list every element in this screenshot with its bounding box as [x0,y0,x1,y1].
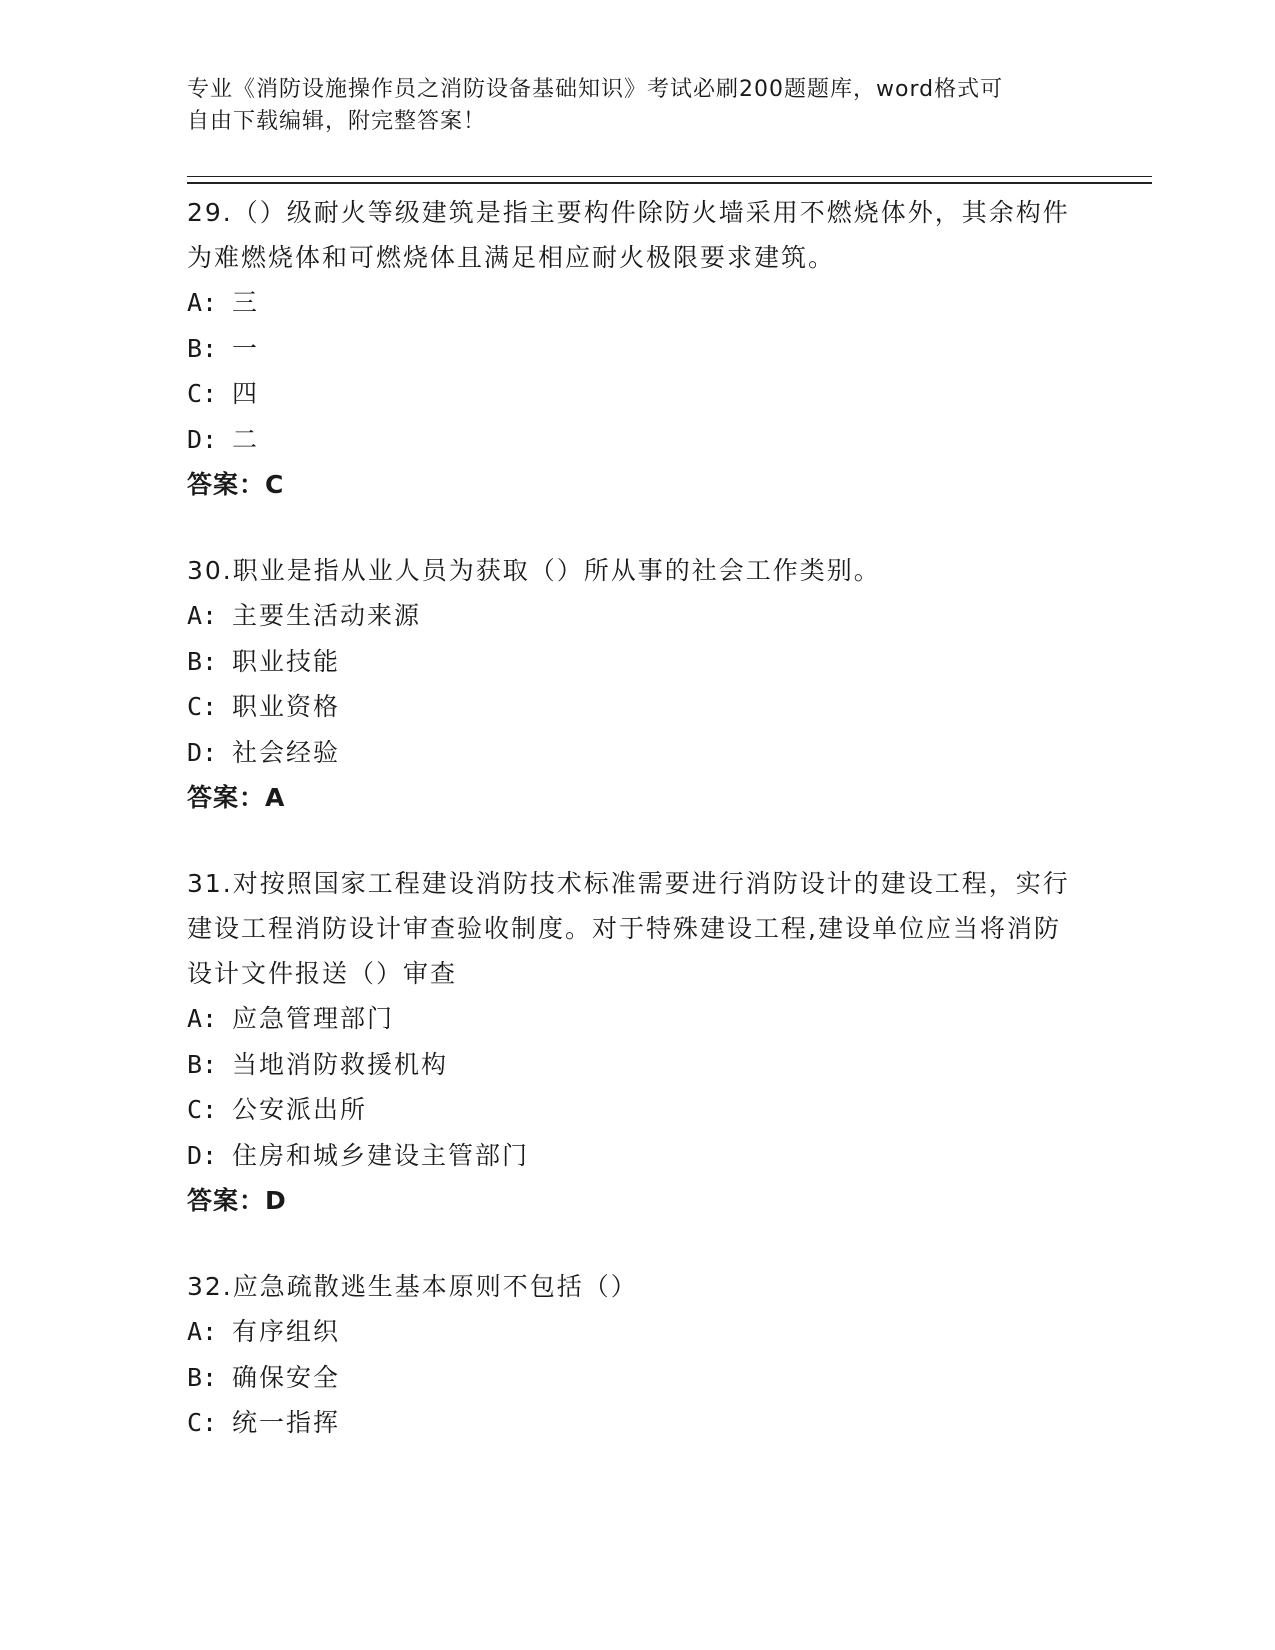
option-c [187,1400,1087,1446]
answer-label: 答案：A [187,783,286,812]
answer-label: 答案：D [187,1186,287,1215]
option-text: 职业技能 [232,646,341,676]
option-a [187,1309,1087,1355]
option-a [187,280,1087,326]
question-31 [187,861,1087,1223]
option-key: A: [187,288,218,317]
option-a [187,593,1087,639]
answer-label: 答案：C [187,470,285,499]
option-key: A: [187,1004,218,1033]
option-key: A: [187,601,218,630]
option-text: 应急管理部门 [232,1004,395,1033]
header-rule-thin [187,176,1152,177]
option-text: 主要生活动来源 [232,601,422,630]
option-key: C: [187,1408,218,1437]
option-d [187,1133,1087,1179]
question-list [187,190,1087,1487]
option-text: 当地消防救援机构 [232,1049,449,1079]
option-text: 有序组织 [232,1317,341,1346]
option-text: 社会经验 [232,737,341,767]
option-key: D: [187,737,218,767]
option-key: B: [187,646,218,676]
question-stem: 30.职业是指从业人员为获取（）所从事的社会工作类别。 [187,556,881,585]
option-c [187,371,1087,417]
option-c [187,1087,1087,1133]
option-text: 公安派出所 [232,1095,368,1124]
question-29 [187,190,1087,507]
option-text: 住房和城乡建设主管部门 [232,1140,530,1170]
option-b [187,1355,1087,1401]
option-key: C: [187,1095,218,1124]
option-key: D: [187,424,218,454]
question-stem: 31.对按照国家工程建设消防技术标准需要进行消防设计的建设工程，实行建设工程消防设计审查验收制度。对于特殊建设工程,建设单位应当将消防设计文件报送（）审查 [187,869,1070,988]
option-text: 确保安全 [232,1362,341,1392]
option-text: 职业资格 [232,692,341,721]
option-d [187,417,1087,463]
question-stem: 29.（）级耐火等级建筑是指主要构件除防火墙采用不燃烧体外，其余构件为难燃烧体和可燃烧体且满足相应耐火极限要求建筑。 [187,198,1070,272]
option-b [187,326,1087,372]
option-a [187,996,1087,1042]
question-32 [187,1264,1087,1446]
option-key: B: [187,333,218,363]
option-text: 统一指挥 [232,1408,341,1437]
option-text: 一 [232,333,260,363]
header-line-1: 专业《消防设施操作员之消防设备基础知识》考试必刷200题题库，word格式可 [187,77,1004,102]
option-text: 三 [232,288,260,317]
option-b [187,1042,1087,1088]
option-key: B: [187,1049,218,1079]
option-key: B: [187,1362,218,1392]
option-key: A: [187,1317,218,1346]
option-b [187,639,1087,685]
header-line-2: 自由下载编辑，附完整答案！ [187,109,487,134]
option-key: C: [187,692,218,721]
option-text: 四 [232,379,260,408]
document-header [187,74,1087,138]
option-text: 二 [232,424,260,454]
question-stem: 32.应急疏散逃生基本原则不包括（） [187,1272,638,1301]
question-30 [187,548,1087,820]
option-d [187,730,1087,776]
header-rule-thick [187,182,1152,184]
option-key: D: [187,1140,218,1170]
option-key: C: [187,379,218,408]
option-c [187,684,1087,730]
